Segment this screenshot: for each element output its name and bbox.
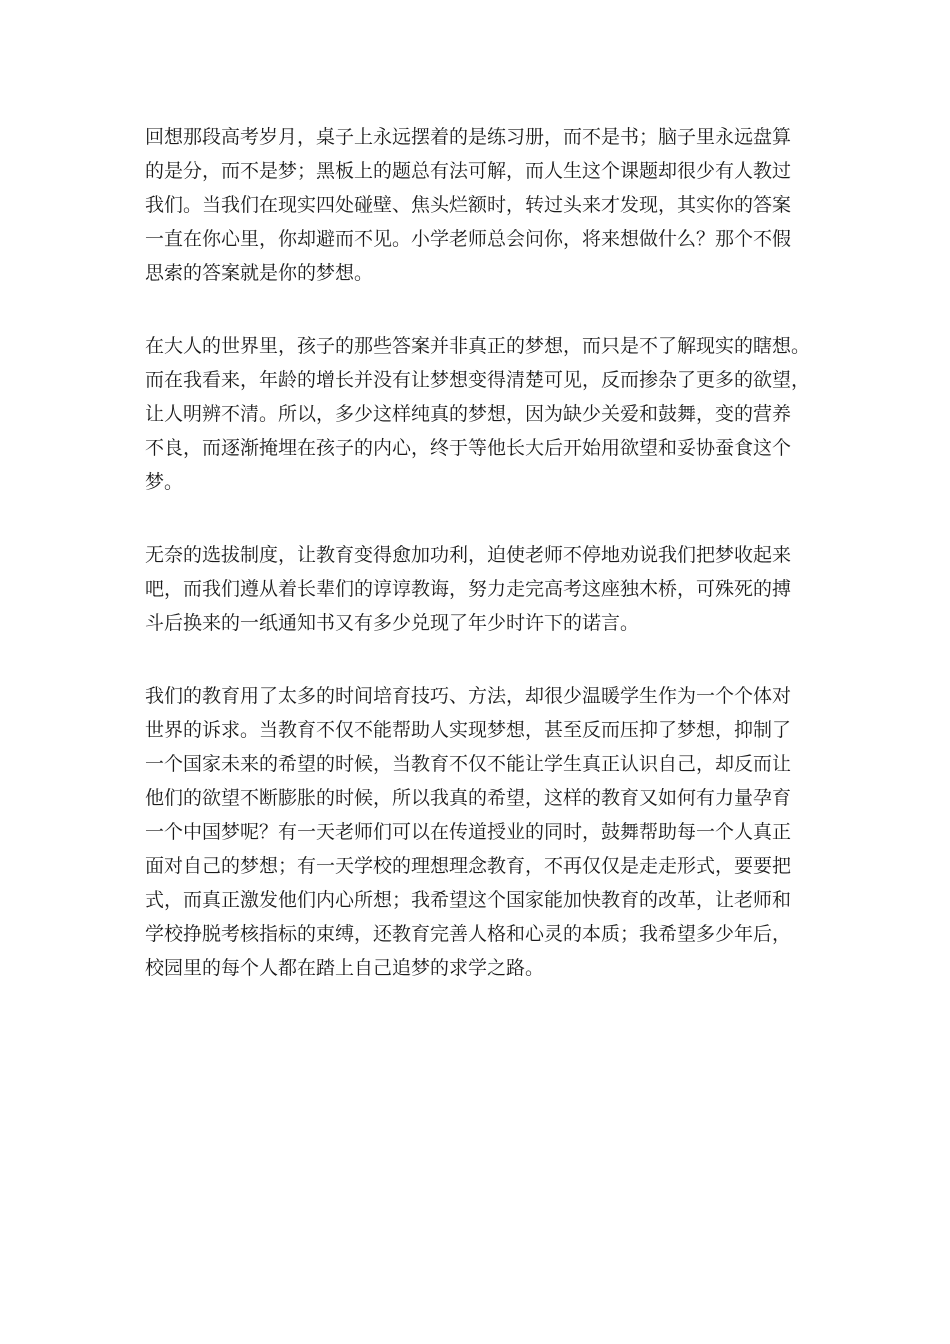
text-line: 在大人的世界里，孩子的那些答案并非真正的梦想，而只是不了解现实的瞎想。 <box>145 335 811 357</box>
text-line: 世界的诉求。当教育不仅不能帮助人实现梦想，甚至反而压抑了梦想，抑制了 <box>145 719 792 741</box>
text-line: 一直在你心里，你却避而不见。小学老师总会问你，将来想做什么？那个不假 <box>145 228 792 250</box>
text-line: 一个国家未来的希望的时候，当教育不仅不能让学生真正认识自己，却反而让 <box>145 753 792 775</box>
text-line: 面对自己的梦想；有一天学校的理想理念教育，不再仅仅是走走形式，要要把 <box>145 855 792 877</box>
text-line: 斗后换来的一纸通知书又有多少兑现了年少时许下的诺言。 <box>145 612 640 634</box>
text-line: 吧，而我们遵从着长辈们的谆谆教诲，努力走完高考这座独木桥，可殊死的搏 <box>145 578 792 600</box>
text-line: 梦。 <box>145 471 184 493</box>
paragraph-2 <box>145 329 810 499</box>
paragraph-4 <box>145 679 810 985</box>
document-body <box>145 120 810 1024</box>
text-line: 不良，而逐渐掩埋在孩子的内心，终于等他长大后开始用欲望和妥协蚕食这个 <box>145 437 792 459</box>
text-line: 我们的教育用了太多的时间培育技巧、方法，却很少温暖学生作为一个个体对 <box>145 685 792 707</box>
text-line: 回想那段高考岁月，桌子上永远摆着的是练习册，而不是书；脑子里永远盘算 <box>145 126 792 148</box>
text-line: 无奈的选拔制度，让教育变得愈加功利，迫使老师不停地劝说我们把梦收起来 <box>145 544 792 566</box>
text-line: 一个中国梦呢？有一天老师们可以在传道授业的同时，鼓舞帮助每一个人真正 <box>145 821 792 843</box>
text-line: 让人明辨不清。所以，多少这样纯真的梦想，因为缺少关爱和鼓舞，变的营养 <box>145 403 792 425</box>
text-line: 学校挣脱考核指标的束缚，还教育完善人格和心灵的本质；我希望多少年后， <box>145 923 792 945</box>
text-line: 校园里的每个人都在踏上自己追梦的求学之路。 <box>145 957 545 979</box>
text-line: 式，而真正激发他们内心所想；我希望这个国家能加快教育的改革，让老师和 <box>145 889 792 911</box>
text-line: 思索的答案就是你的梦想。 <box>145 262 374 284</box>
text-line: 我们。当我们在现实四处碰壁、焦头烂额时，转过头来才发现，其实你的答案 <box>145 194 792 216</box>
paragraph-1 <box>145 120 810 290</box>
paragraph-3 <box>145 538 810 640</box>
text-line: 他们的欲望不断膨胀的时候，所以我真的希望，这样的教育又如何有力量孕育 <box>145 787 792 809</box>
text-line: 的是分，而不是梦；黑板上的题总有法可解，而人生这个课题却很少有人教过 <box>145 160 792 182</box>
text-line: 而在我看来，年龄的增长并没有让梦想变得清楚可见，反而掺杂了更多的欲望， <box>145 369 811 391</box>
